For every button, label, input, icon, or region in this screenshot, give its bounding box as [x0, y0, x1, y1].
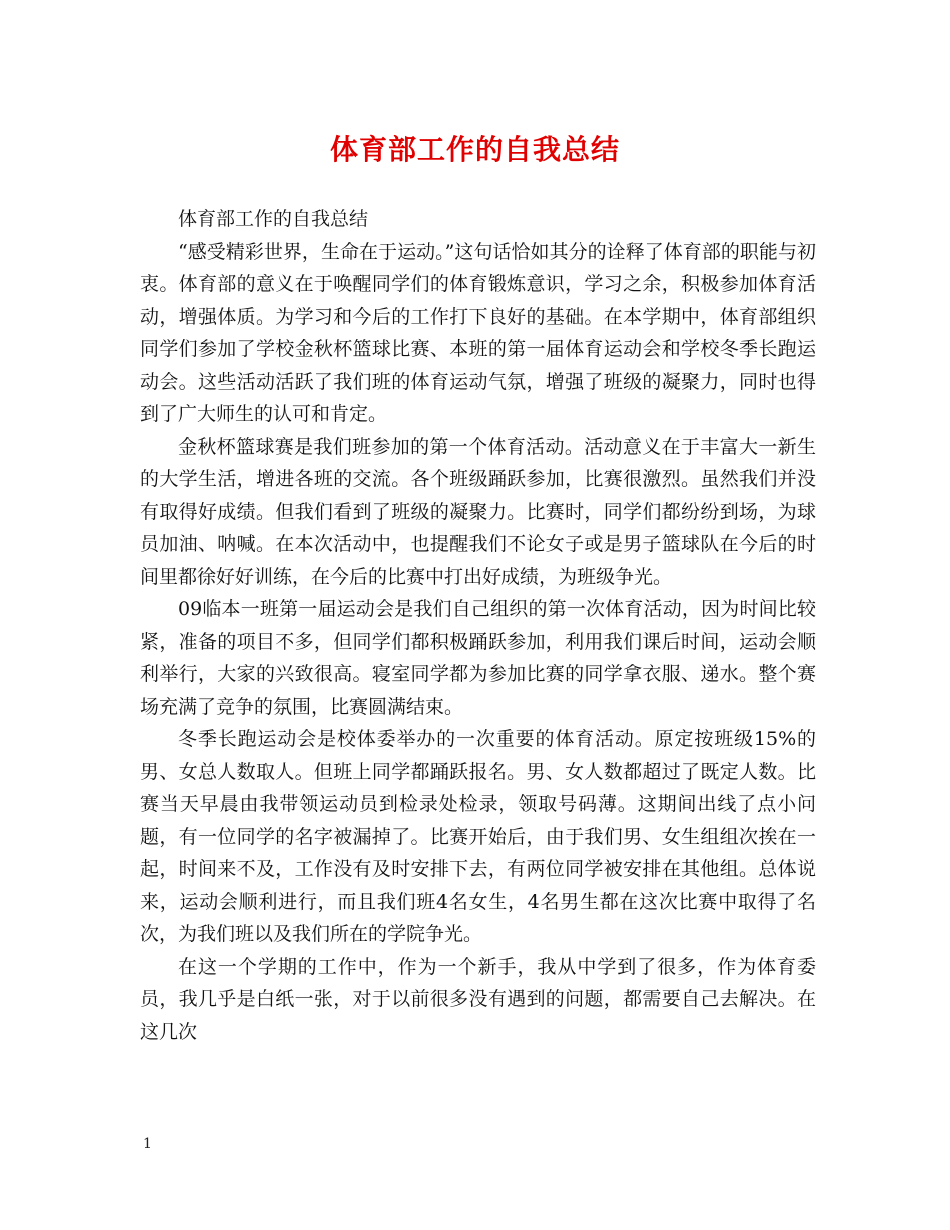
paragraph-long-run: 冬季长跑运动会是校体委举办的一次重要的体育活动。原定按班级15%的男、女总人数取人。但班上同学都踊跃报名。男、女人数都超过了既定人数。比赛当天早晨由我带领运动员到检录处检录，领取号码薄。这期间出线了点小问题，有一位同学的名字被漏掉了。比赛开始后，由于我们男、女生组组次挨在一起，时间来不及，工作没有及时安排下去，有两位同学被安排在其他组。总体说来，运动会顺利进行，而且我们班4名女生，4名男生都在这次比赛中取得了名次，为我们班以及我们所在的学院争光。	[140, 728, 816, 945]
document-title: 体育部工作的自我总结	[329, 133, 620, 166]
page-number: 1	[143, 1136, 152, 1152]
paragraph-reflection: 在这一个学期的工作中，作为一个新手，我从中学到了很多，作为体育委员，我几乎是白纸一张，对于以前很多没有遇到的问题，都需要自己去解决。在这几次	[140, 955, 816, 1043]
paragraph-intro: “感受精彩世界，生命在于运动。”这句话恰如其分的诠释了体育部的职能与初衷。体育部的意义在于唤醒同学们的体育锻炼意识，学习之余，积极参加体育活动，增强体质。为学习和今后的工作打下良好的基础。在本学期中，体育部组织同学们参加了学校金秋杯篮球比赛、本班的第一届体育运动会和学校冬季长跑运动会。这些活动活跃了我们班的体育运动气氛，增强了班级的凝聚力，同时也得到了广大师生的认可和肯定。	[140, 240, 816, 425]
paragraph-basketball: 金秋杯篮球赛是我们班参加的第一个体育活动。活动意义在于丰富大一新生的大学生活，增进各班的交流。各个班级踊跃参加，比赛很激烈。虽然我们并没有取得好成绩。但我们看到了班级的凝聚力。比赛时，同学们都纷纷到场，为球员加油、呐喊。在本次活动中，也提醒我们不论女子或是男子篮球队在今后的时间里都徐好好训练，在今后的比赛中打出好成绩，为班级争光。	[140, 435, 816, 588]
document-body	[140, 203, 816, 1048]
paragraph-heading: 体育部工作的自我总结	[178, 208, 369, 230]
paragraph-sports-meet: 09临本一班第一届运动会是我们自己组织的第一次体育活动，因为时间比较紧，准备的项目不多，但同学们都积极踊跃参加，利用我们课后时间，运动会顺利举行，大家的兴致很高。寝室同学都为参加比赛的同学拿衣服、递水。整个赛场充满了竞争的氛围，比赛圆满结束。	[140, 598, 816, 718]
